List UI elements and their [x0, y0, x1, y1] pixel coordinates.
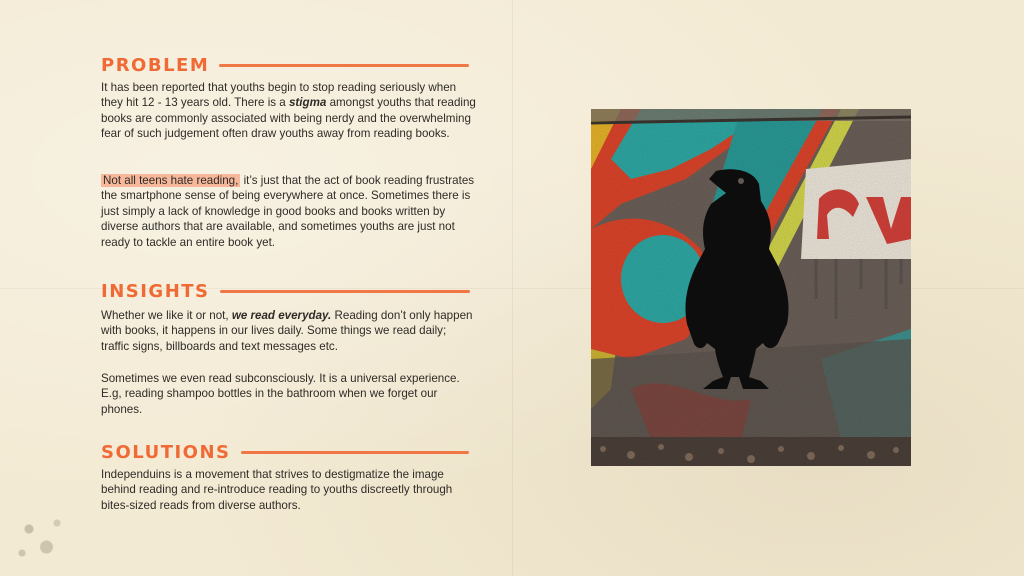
- solutions-title: SOLUTIONS: [101, 442, 231, 463]
- problem-p1-text-a: It has been reported that youths begin to stop reading seriously when they hit 12 - 13 years old. There is a: [101, 81, 457, 110]
- insights-header: [101, 281, 470, 302]
- problem-p2-text: it’s just that the act of book reading frustrates the smartphone sense of being everywhere at once. Sometimes there is just simply a lack of knowledge in good books and books written by diverse authors that are available, and sometimes youths are just not ready to tackle an entire book yet.: [101, 174, 475, 249]
- problem-rule: [219, 64, 469, 67]
- paper-stain: [8, 505, 78, 565]
- problem-paragraph-2: [101, 173, 476, 250]
- penguin-graffiti-icon: [591, 109, 911, 466]
- insights-paragraph-1: [101, 308, 476, 354]
- problem-title: PROBLEM: [101, 55, 210, 76]
- problem-p1-emphasis: stigma: [288, 96, 327, 110]
- insights-p1-text-b: Reading don’t only happen with books, it happens in our lives daily. Some things we read daily; traffic signs, billboards and text messages etc.: [101, 309, 473, 353]
- problem-header: [101, 55, 469, 76]
- problem-p1-text-b: amongst youths that reading books are commonly associated with being nerdy and the overwhelming fear of such judgement often draw youths away from reading books.: [101, 96, 476, 141]
- insights-p1-text-a: Whether we like it or not,: [101, 309, 232, 322]
- penguin-graffiti-image: [591, 109, 911, 466]
- solutions-header: [101, 442, 469, 463]
- problem-paragraph-1: [101, 80, 476, 142]
- insights-title: INSIGHTS: [101, 281, 210, 302]
- solutions-rule: [241, 451, 469, 454]
- problem-highlight: Not all teens hate reading,: [103, 174, 239, 187]
- insights-p1-emphasis: we read everyday.: [231, 309, 332, 322]
- insights-rule: [220, 290, 470, 293]
- insights-paragraph-2: Sometimes we even read subconsciously. It is a universal experience. E.g, reading shampoo bottles in the bathroom when we forget our phones.: [101, 372, 460, 416]
- solutions-paragraph: Independuins is a movement that strives to destigmatize the image behind reading and re-introduce reading to youths discreetly through bites-sized reads from diverse authors.: [101, 468, 453, 512]
